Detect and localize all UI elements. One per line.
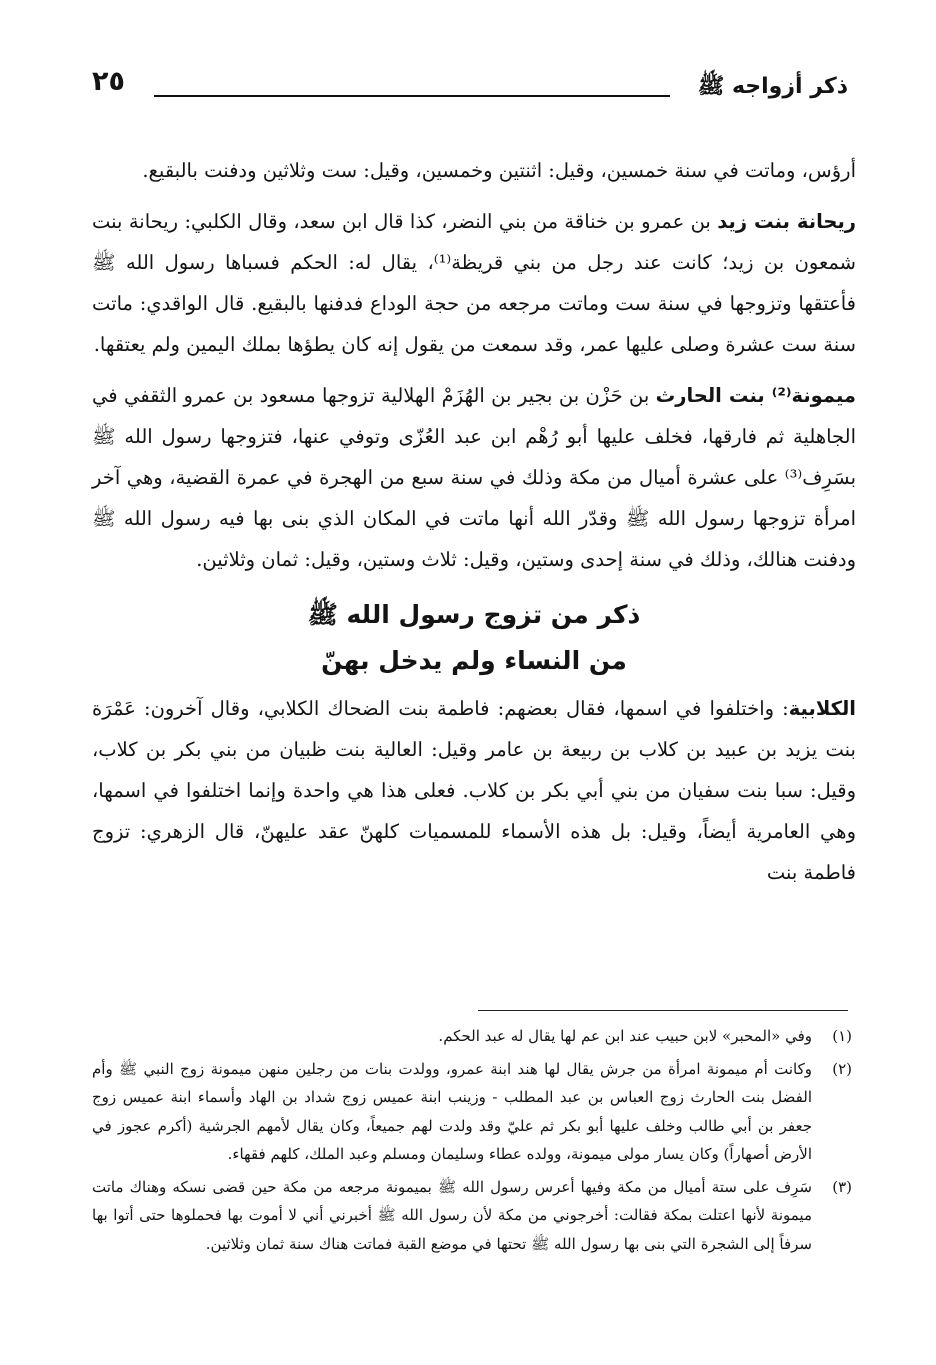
- entry-text-maymuna: بن حَزْن بن بجير بن الهُزَمْ الهلالية تزوجها مسعود بن عمرو الثقفي في الجاهلية ثم فارقها، فخلف عليها أبو رُهْم ابن عبد العُزّى وتوفي عنها، فتزوجها رسول الله ﷺ بسَرِف⁽³⁾ على عشرة أميال من مكة وذلك في سنة سبع من الهجرة في عمرة القضية، وهي آخر امرأة تزوجها رسول الله ﷺ وقدّر الله أنها ماتت في المكان الذي بنى بها فيه رسول الله ﷺ ودفنت هنالك، وذلك في سنة إحدى وستين، وقيل: ثلاث وستين، وقيل: ثمان وثلاثين.: [92, 384, 856, 571]
- footnote-3: [92, 1173, 852, 1259]
- entry-name-maymuna: ميمونة⁽²⁾ بنت الحارث: [655, 384, 856, 407]
- section-heading: [92, 592, 856, 684]
- footnote-number: (٢): [832, 1059, 852, 1078]
- paragraph-maymuna: [92, 375, 856, 580]
- entry-text-rayhana: بن عمرو بن خناقة من بني النضر، كذا قال ابن سعد، وقال الكلبي: ريحانة بنت شمعون بن زيد؛ كانت عند رجل من بني قريظة⁽¹⁾، يقال له: الحكم فسباها رسول الله ﷺ فأعتقها وتزوجها في سنة ست وماتت مرجعه من حجة الوداع فدفنها بالبقيع. قال الواقدي: ماتت سنة ست عشرة وصلى عليها عمر، وقد سمعت من يقول إنه كان يطؤها بملك اليمين ولم يعتقها.: [92, 210, 857, 356]
- entry-name-kilabiyya: الكلابية: [788, 697, 856, 720]
- footnotes: [92, 1022, 852, 1262]
- footnote-1: [92, 1022, 852, 1051]
- header-title: ذكر أزواجه ﷺ: [697, 74, 848, 99]
- footnote-text: وفي «المحبر» لابن حبيب عند ابن عم لها يقال له عبد الحكم.: [438, 1027, 812, 1045]
- footnote-text: سَرِف على ستة أميال من مكة وفيها أعرس رسول الله ﷺ بميمونة مرجعه من مكة حين قضى نسكه وهناك ماتت ميمونة لأنها اعتلت بمكة فقالت: أخرجوني من مكة لأن رسول الله ﷺ أخبرني أني لا أموت بها فحملوها حتى أتوا بها سرفاً إلى الشجرة التي بنى بها رسول الله ﷺ تحتها في موضع القبة فماتت هناك سنة ثمان وثلاثين.: [92, 1177, 812, 1253]
- footnote-separator: [478, 1010, 848, 1011]
- main-text: [92, 150, 856, 893]
- footnote-text: وكانت أم ميمونة امرأة من جرش يقال لها هند ابنة عمرو، وولدت بنات من رجلين منهن ميمونة زوج النبي ﷺ وأم الفضل بنت الحارث زوج العباس بن عبد المطلب - وزينب ابنة عميس زوج شداد بن الهاد وأسماء ابنة عميس زوج جعفر بن أبي طالب وخلف عليها أبو بكر ثم عليّ وقد ولدت لهم جميعاً، وكان يقال لأمهم الجرشية (أكرم عجوز في الأرض أصهاراً) وكان يسار مولى ميمونة، وولده عطاء وسليمان ومسلم وعبد الملك، كلهم فقهاء.: [92, 1059, 812, 1163]
- footnote-number: (٣): [832, 1177, 852, 1196]
- page-number: ٢٥: [92, 66, 125, 97]
- entry-text-kilabiyya: : واختلفوا في اسمها، فقال بعضهم: فاطمة بنت الضحاك الكلابي، وقال آخرون: عَمْرَة بنت يزيد بن عبيد بن كلاب بن ربيعة بن عامر وقيل: العالية بنت ظبيان من بني بكر بن كلاب، وقيل: سبا بنت سفيان من بني أبي بكر بن كلاب. فعلى هذا هي واحدة وإنما اختلفوا في اسمها، وهي العامرية أيضاً، وقيل: بل هذه الأسماء للمسميات كلهنّ عقد عليهنّ، قال الزهري: تزوج فاطمة بنت: [92, 697, 856, 884]
- header-rule: [154, 95, 670, 97]
- paragraph-rayhana: [92, 201, 856, 365]
- running-header: [92, 60, 848, 106]
- section-heading-line-2: من النساء ولم يدخل بهنّ: [321, 646, 627, 675]
- footnote-2: [92, 1055, 852, 1169]
- paragraph-kilabiyya: [92, 688, 856, 893]
- paragraph-continuation: أرؤس، وماتت في سنة خمسين، وقيل: اثنتين وخمسين، وقيل: ست وثلاثين ودفنت بالبقيع.: [142, 159, 856, 182]
- entry-name-rayhana: ريحانة بنت زيد: [717, 210, 856, 233]
- footnote-number: (١): [832, 1027, 852, 1045]
- section-heading-line-1: ذكر من تزوج رسول الله ﷺ: [307, 600, 641, 629]
